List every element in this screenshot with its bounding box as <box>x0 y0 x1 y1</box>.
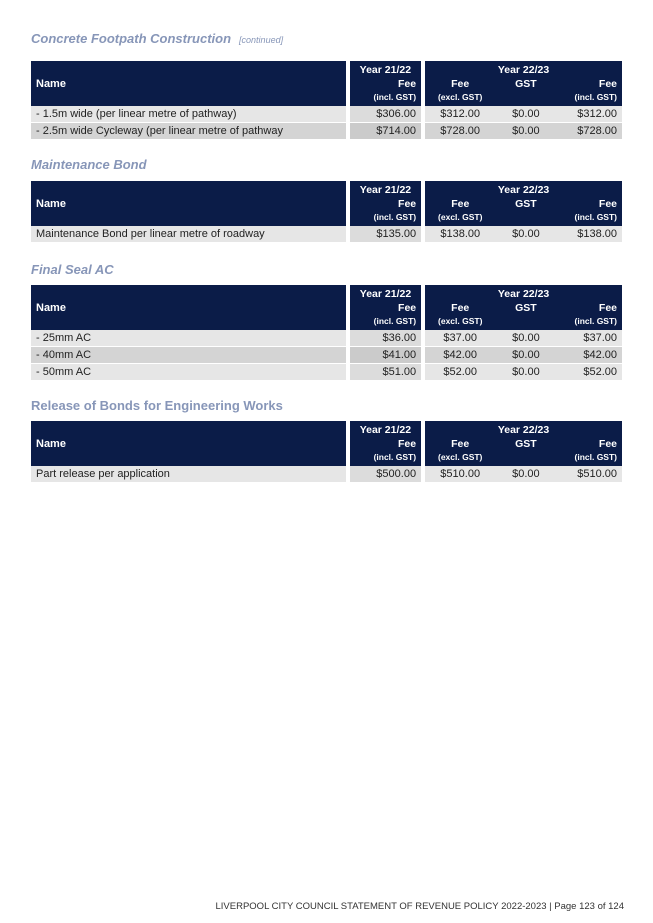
row-fee-prev: $714.00 <box>350 123 425 140</box>
header-gst-label: GST <box>515 302 537 314</box>
header-fee-label: Fee <box>598 78 617 90</box>
header-incl-gst-label: (incl. GST) <box>373 452 417 462</box>
row-fee-excl: $42.00 <box>425 347 495 364</box>
table-row <box>31 330 622 347</box>
header-excl-gst-label: (excl. GST) <box>438 212 483 222</box>
header-fee-label: Fee <box>398 198 417 210</box>
column-header-year-prev: Year 21/22 <box>350 285 425 302</box>
column-header-fee-excl <box>425 302 495 330</box>
column-header-name: Name <box>31 421 350 466</box>
table-row <box>31 364 622 381</box>
row-fee-excl: $510.00 <box>425 466 495 483</box>
header-fee-label: Fee <box>451 438 470 450</box>
row-gst: $0.00 <box>495 226 556 243</box>
page-footer: LIVERPOOL CITY COUNCIL STATEMENT OF REVENUE POLICY 2022-2023 | Page 123 of 124 <box>215 901 624 912</box>
section-title-text: Concrete Footpath Construction <box>31 31 232 46</box>
column-header-fee-incl-prev <box>350 438 425 466</box>
column-header-gst <box>495 78 556 106</box>
section-title-text: Maintenance Bond <box>31 157 147 172</box>
header-fee-label: Fee <box>397 78 417 90</box>
section-title-text: Release of Bonds for Engineering Works <box>31 398 283 413</box>
column-header-name: Name <box>31 61 350 106</box>
row-fee-incl: $37.00 <box>557 330 622 347</box>
row-fee-excl: $52.00 <box>425 364 495 381</box>
table-row <box>31 347 622 364</box>
section-title <box>31 398 283 413</box>
row-name: - 2.5m wide Cycleway (per linear metre of pathway <box>31 123 350 140</box>
header-fee-label: Fee <box>398 302 417 314</box>
row-name: - 25mm AC <box>31 330 350 347</box>
header-gst-label: GST <box>515 78 537 90</box>
section-title <box>31 157 147 172</box>
column-header-fee-incl-prev <box>350 198 425 226</box>
header-excl-gst-label: (excl. GST) <box>437 452 483 462</box>
column-header-fee-incl-prev <box>350 302 425 330</box>
table-row <box>31 106 622 123</box>
row-gst: $0.00 <box>495 123 556 140</box>
fee-table <box>31 181 622 243</box>
table-row <box>31 466 622 483</box>
section-title <box>31 31 283 46</box>
column-header-year-prev: Year 21/22 <box>350 421 425 438</box>
column-header-fee-incl <box>557 302 622 330</box>
header-fee-label: Fee <box>598 302 617 314</box>
row-fee-prev: $41.00 <box>350 347 425 364</box>
column-header-year-curr: Year 22/23 <box>425 181 622 198</box>
row-fee-incl: $510.00 <box>556 466 622 483</box>
row-fee-excl: $138.00 <box>425 226 495 243</box>
section-title <box>31 262 114 277</box>
column-header-fee-incl <box>556 438 622 466</box>
column-header-fee-incl <box>557 198 623 226</box>
header-excl-gst-label: (excl. GST) <box>438 316 483 326</box>
column-header-year-curr: Year 22/23 <box>425 285 622 302</box>
section-title-text: Final Seal AC <box>31 262 114 277</box>
row-fee-excl: $728.00 <box>425 123 495 140</box>
column-header-fee-excl <box>425 438 495 466</box>
row-gst: $0.00 <box>495 364 556 381</box>
header-fee-label: Fee <box>451 198 470 210</box>
column-header-fee-incl-prev <box>350 78 425 106</box>
header-fee-label: Fee <box>598 438 617 450</box>
header-incl-gst-label: (incl. GST) <box>574 452 617 462</box>
row-gst: $0.00 <box>495 466 556 483</box>
row-fee-prev: $500.00 <box>350 466 425 483</box>
header-fee-label: Fee <box>451 78 470 90</box>
column-header-name: Name <box>31 285 350 330</box>
row-name: - 40mm AC <box>31 347 350 364</box>
row-fee-incl: $42.00 <box>557 347 622 364</box>
column-header-year-curr: Year 22/23 <box>425 421 622 438</box>
column-header-gst <box>495 438 556 466</box>
column-header-year-prev: Year 21/22 <box>350 181 425 198</box>
row-fee-incl: $52.00 <box>557 364 622 381</box>
section-continued-note: [continued] <box>239 35 284 45</box>
row-name: Maintenance Bond per linear metre of roadway <box>31 226 350 243</box>
row-fee-prev: $306.00 <box>350 106 425 123</box>
header-incl-gst-label: (incl. GST) <box>574 316 617 326</box>
column-header-gst <box>495 302 556 330</box>
header-gst-label: GST <box>515 438 537 450</box>
header-incl-gst-label: (incl. GST) <box>574 92 617 102</box>
column-header-gst <box>495 198 556 226</box>
column-header-fee-incl <box>556 78 622 106</box>
table-row <box>31 226 622 243</box>
header-fee-label: Fee <box>598 198 617 210</box>
header-gst-label: GST <box>515 198 537 210</box>
row-fee-incl: $138.00 <box>557 226 623 243</box>
row-fee-prev: $51.00 <box>350 364 425 381</box>
row-fee-prev: $135.00 <box>350 226 425 243</box>
row-fee-incl: $312.00 <box>556 106 622 123</box>
row-fee-incl: $728.00 <box>556 123 622 140</box>
column-header-fee-excl <box>425 78 495 106</box>
row-fee-prev: $36.00 <box>350 330 425 347</box>
header-incl-gst-label: (incl. GST) <box>373 316 417 326</box>
header-fee-label: Fee <box>451 302 470 314</box>
column-header-year-prev: Year 21/22 <box>350 61 425 78</box>
row-name: - 1.5m wide (per linear metre of pathway) <box>31 106 350 123</box>
fee-table <box>31 61 622 140</box>
header-excl-gst-label: (excl. GST) <box>437 92 483 102</box>
table-row <box>31 123 622 140</box>
column-header-year-curr: Year 22/23 <box>425 61 622 78</box>
header-incl-gst-label: (incl. GST) <box>373 92 417 102</box>
row-gst: $0.00 <box>495 106 556 123</box>
row-fee-excl: $37.00 <box>425 330 495 347</box>
header-fee-label: Fee <box>397 438 417 450</box>
column-header-name: Name <box>31 181 350 226</box>
row-fee-excl: $312.00 <box>425 106 495 123</box>
row-name: - 50mm AC <box>31 364 350 381</box>
row-gst: $0.00 <box>495 330 556 347</box>
fee-table <box>31 285 622 381</box>
fee-table <box>31 421 622 483</box>
header-incl-gst-label: (incl. GST) <box>574 212 617 222</box>
header-incl-gst-label: (incl. GST) <box>373 212 417 222</box>
row-gst: $0.00 <box>495 347 556 364</box>
column-header-fee-excl <box>425 198 495 226</box>
row-name: Part release per application <box>31 466 350 483</box>
